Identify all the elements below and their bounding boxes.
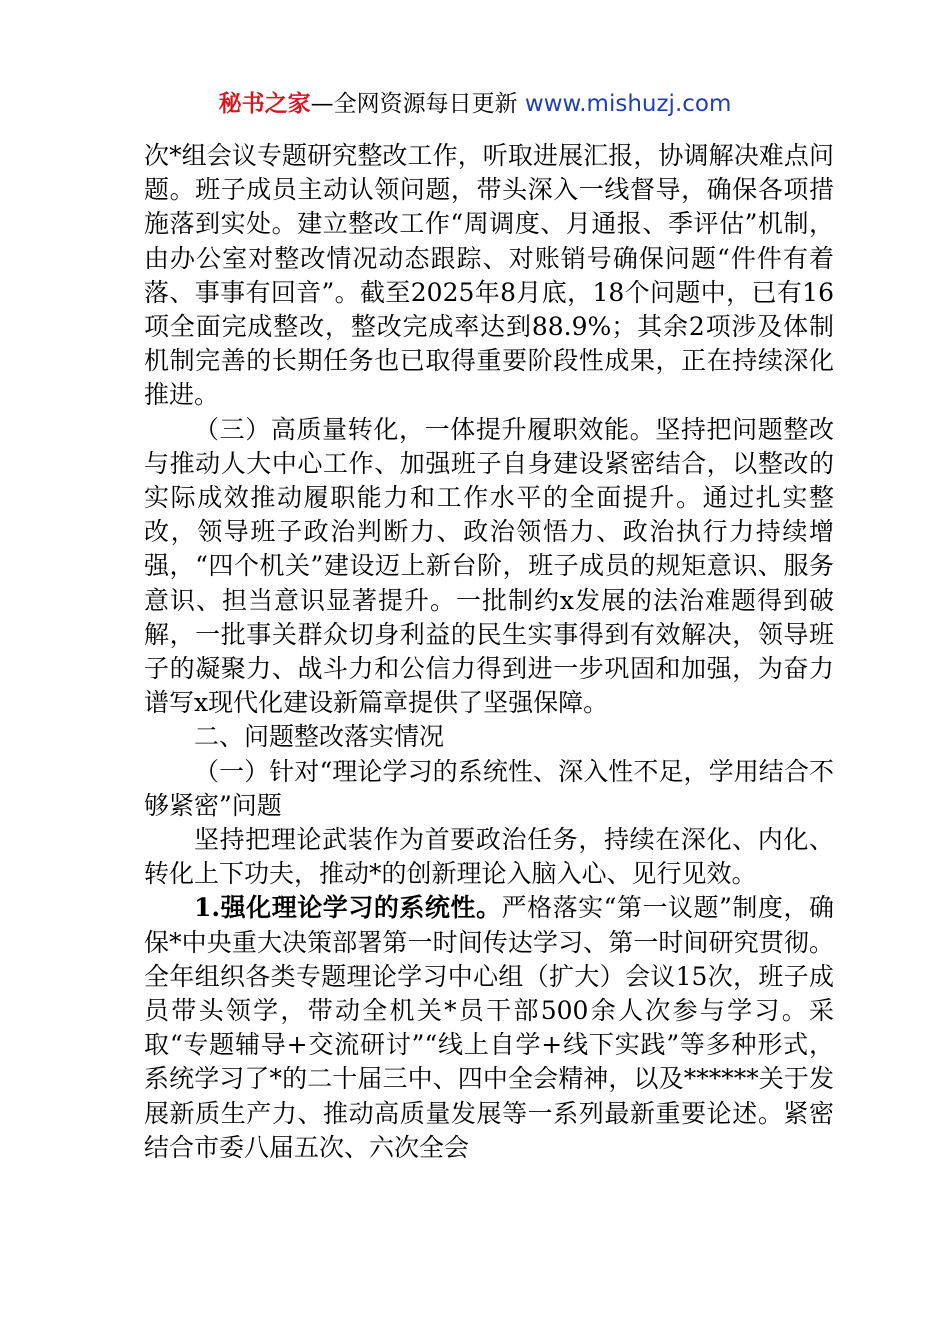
document-body xyxy=(144,139,834,1165)
brand-name: 秘书之家 xyxy=(218,91,311,117)
section-heading: 二、问题整改落实情况 xyxy=(194,722,445,752)
paragraph: 坚持把理论武装作为首要政治任务，持续在深化、内化、转化上下功夫，推动*的创新理论入脑入心、见行见效。 xyxy=(144,825,834,889)
paragraph: 次*组会议专题研究整改工作，听取进展汇报，协调解决难点问题。班子成员主动认领问题，带头深入一线督导，确保各项措施落到实处。建立整改工作“周调度、月通报、季评估”机制，由办公室对整改情况动态跟踪、对账销号确保问题“件件有着落、事事有回音”。截至2025年8月底，18个问题中，已有16项全面完成整改，整改完成率达到88.9%；其余2项涉及体制机制完善的长期任务也已取得重要阶段性成果，正在持续深化推进。 xyxy=(144,141,834,410)
paragraph-body: 严格落实“第一议题”制度，确保*中央重大决策部署第一时间传达学习、第一时间研究贯彻。全年组织各类专题理论学习中心组（扩大）会议15次，班子成员带头领学，带动全机关*员干部500余人次参与学习。采取“专题辅导+交流研讨”“线上自学+线下实践”等多种形式，系统学习了*的二十届三中、四中全会精神，以及******关于发展新质生产力、推动高质量发展等一系列最新重要论述。紧密结合市委八届五次、六次全会 xyxy=(144,893,834,1162)
paragraph xyxy=(144,891,834,1165)
paragraph-lead: 1.强化理论学习的系统性。 xyxy=(194,893,502,923)
header-tagline: —全网资源每日更新 xyxy=(310,91,525,117)
page-header xyxy=(0,86,950,122)
subsection-heading: （一）针对“理论学习的系统性、深入性不足，学用结合不够紧密”问题 xyxy=(144,756,834,820)
section-paragraph: （三）高质量转化，一体提升履职效能。坚持把问题整改与推动人大中心工作、加强班子自身建设紧密结合，以整改的实际成效推动履职能力和工作水平的全面提升。通过扎实整改，领导班子政治判断力、政治领悟力、政治执行力持续增强，“四个机关”建设迈上新台阶，班子成员的规矩意识、服务意识、担当意识显著提升。一批制约x发展的法治难题得到破解，一批事关群众切身利益的民生实事得到有效解决，领导班子的凝聚力、战斗力和公信力得到进一步巩固和加强，为奋力谱写x现代化建设新篇章提供了坚强保障。 xyxy=(144,414,834,718)
site-link[interactable]: www.mishuzj.com xyxy=(524,91,732,117)
